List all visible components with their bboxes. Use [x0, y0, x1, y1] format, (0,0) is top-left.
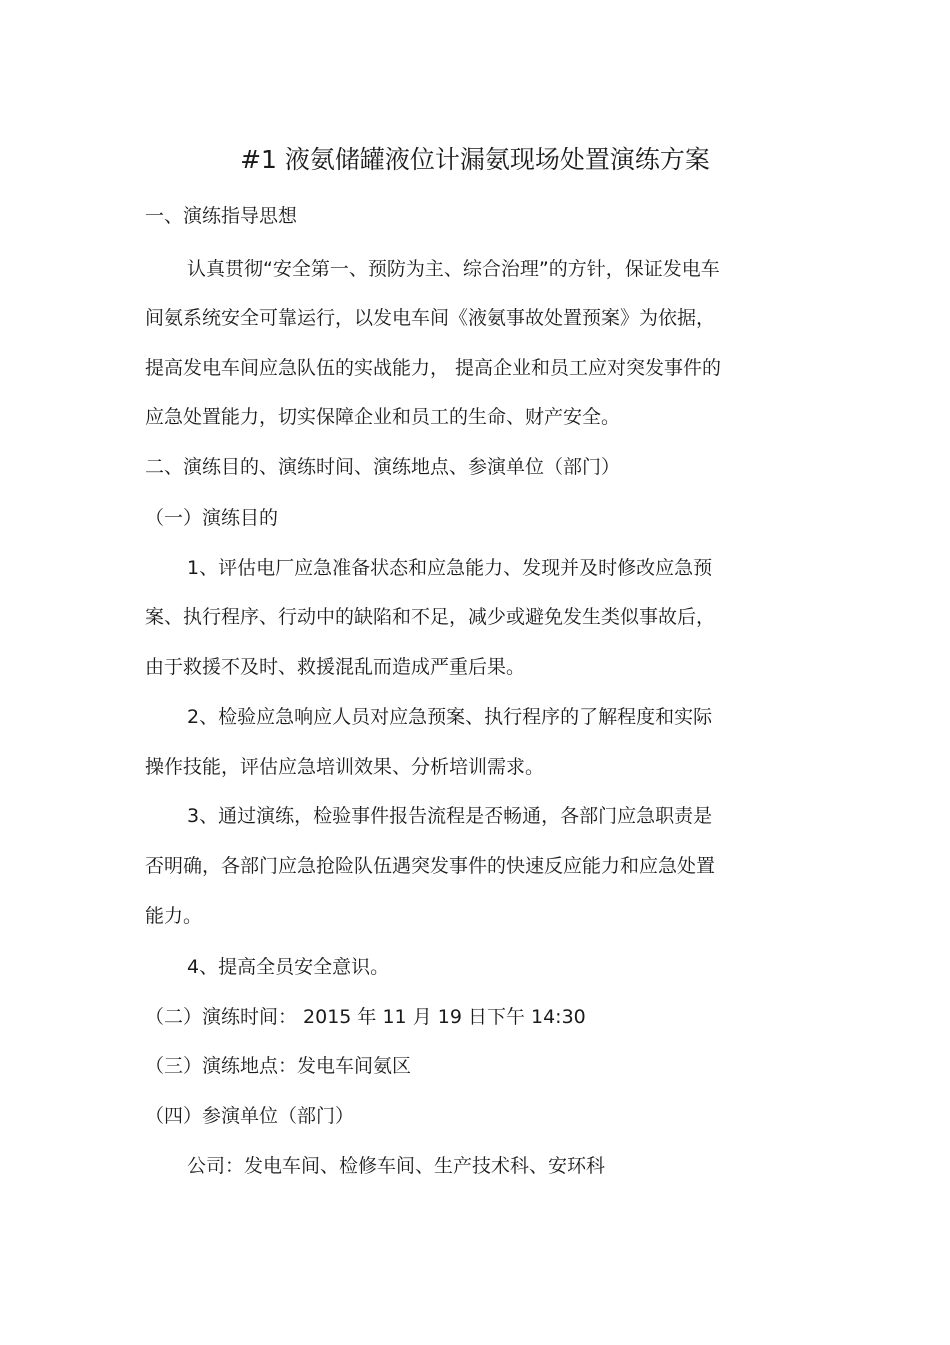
- list-item-line: 操作技能，评估应急培训效果、分析培训需求。: [145, 756, 545, 778]
- paragraph-line: 认真贯彻“安全第一、预防为主、综合治理”的方针，保证发电车: [187, 258, 720, 280]
- list-item-line: 4、提高全员安全意识。: [187, 956, 390, 978]
- list-item-line: 由于救援不及时、救援混乱而造成严重后果。: [145, 656, 526, 678]
- section-heading-purpose-time-place-units: 二、演练目的、演练时间、演练地点、参演单位（部门）: [145, 456, 621, 478]
- list-item-line: 案、执行程序、行动中的缺陷和不足，减少或避免发生类似事故后，: [145, 606, 716, 628]
- paragraph-line: 应急处置能力，切实保障企业和员工的生命、财产安全。: [145, 406, 621, 428]
- section-heading-guiding-ideology: 一、演练指导思想: [145, 205, 298, 227]
- paragraph-line: 间氨系统安全可靠运行，以发电车间《液氨事故处置预案》为依据，: [145, 307, 716, 329]
- subsection-drill-time: （二）演练时间： 2015 年 11 月 19 日下午 14:30: [145, 1006, 586, 1028]
- list-item-line: 否明确，各部门应急抢险队伍遇突发事件的快速反应能力和应急处置: [145, 855, 716, 877]
- paragraph-line: 提高发电车间应急队伍的实战能力， 提高企业和员工应对突发事件的: [145, 357, 722, 379]
- list-item-line: 2、检验应急响应人员对应急预案、执行程序的了解程度和实际: [187, 706, 713, 728]
- participating-units-line: 公司：发电车间、检修车间、生产技术科、安环科: [187, 1155, 606, 1177]
- list-item-line: 3、通过演练，检验事件报告流程是否畅通，各部门应急职责是: [187, 805, 713, 827]
- subsection-heading-purpose: （一）演练目的: [145, 507, 279, 529]
- list-item-line: 1、评估电厂应急准备状态和应急能力、发现并及时修改应急预: [187, 557, 713, 579]
- document-title: #1 液氨储罐液位计漏氨现场处置演练方案: [240, 145, 710, 174]
- subsection-heading-participating-units: （四）参演单位（部门）: [145, 1105, 355, 1127]
- subsection-drill-location: （三）演练地点：发电车间氨区: [145, 1055, 412, 1077]
- list-item-line: 能力。: [145, 905, 203, 927]
